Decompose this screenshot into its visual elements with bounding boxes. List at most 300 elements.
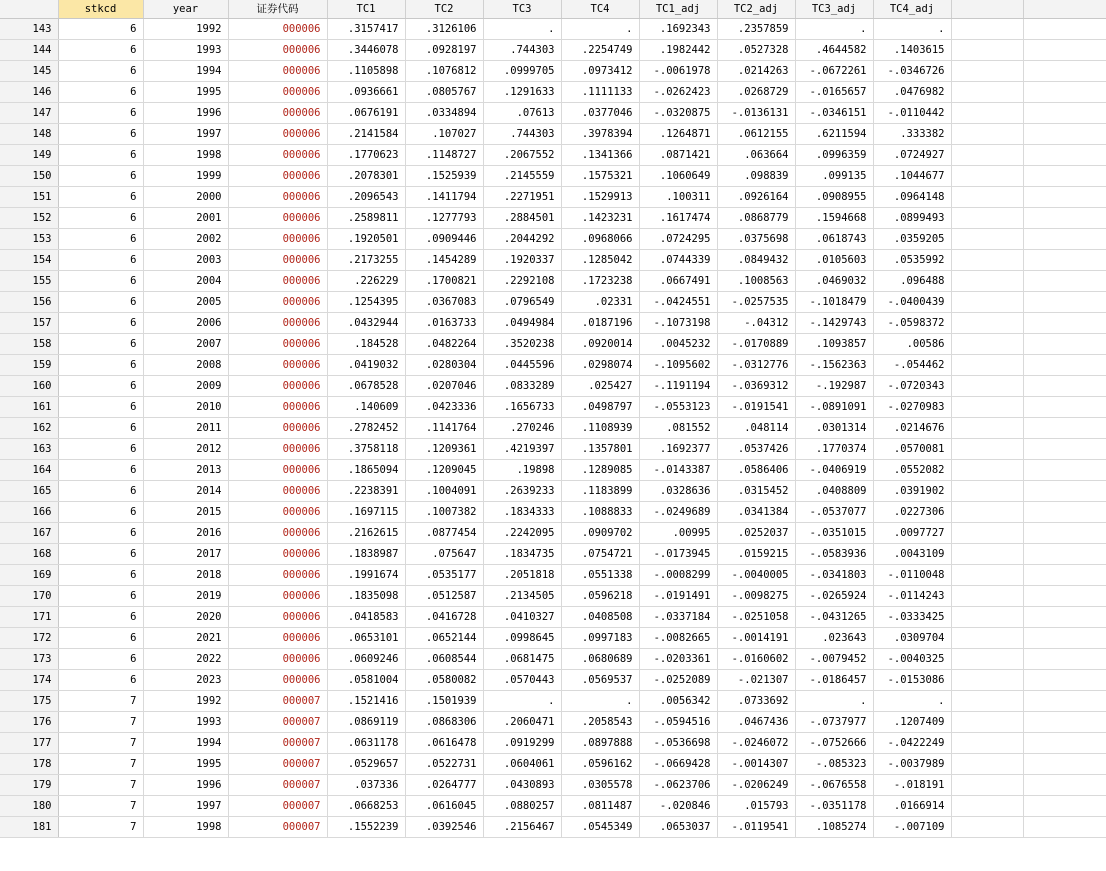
cell-tc4-adj[interactable]: -.0400439 [873,291,951,312]
cell-tc2-adj[interactable]: -.0206249 [717,774,795,795]
column-header-tc1-adj[interactable]: TC1_adj [639,0,717,18]
cell-tc1-adj[interactable]: .0653037 [639,816,717,837]
row-number[interactable]: 169 [0,564,58,585]
cell-tc1-adj[interactable]: .081552 [639,417,717,438]
cell-tc1[interactable]: .0676191 [327,102,405,123]
cell-tc1-adj[interactable]: -.1073198 [639,312,717,333]
cell-tc4[interactable]: .1341366 [561,144,639,165]
cell-tc1-adj[interactable]: -.0143387 [639,459,717,480]
cell-stkcd[interactable]: 6 [58,165,143,186]
cell-security-code[interactable]: 000007 [228,795,327,816]
cell-tc3[interactable]: .2051818 [483,564,561,585]
cell-tc3[interactable]: .2292108 [483,270,561,291]
cell-tc3-adj[interactable]: -.0186457 [795,669,873,690]
cell-tc4[interactable]: .0909702 [561,522,639,543]
row-number[interactable]: 164 [0,459,58,480]
cell-security-code[interactable]: 000006 [228,438,327,459]
cell-tc3-adj[interactable]: .0908955 [795,186,873,207]
cell-security-code[interactable]: 000006 [228,648,327,669]
cell-tc1-adj[interactable]: -.0424551 [639,291,717,312]
cell-tc3[interactable]: .744303 [483,123,561,144]
cell-tc3-adj[interactable]: .0996359 [795,144,873,165]
cell-tc2-adj[interactable]: -.0257535 [717,291,795,312]
cell-tc1-adj[interactable]: .1264871 [639,123,717,144]
cell-tc4[interactable]: .2254749 [561,39,639,60]
cell-tc3-adj[interactable]: .0408809 [795,480,873,501]
cell-tc2-adj[interactable]: .0341384 [717,501,795,522]
cell-tc1[interactable]: .3157417 [327,18,405,39]
cell-stkcd[interactable]: 6 [58,228,143,249]
cell-stkcd[interactable]: 6 [58,396,143,417]
cell-tc1[interactable]: .1865094 [327,459,405,480]
cell-tc2-adj[interactable]: .0586406 [717,459,795,480]
cell-tc1-adj[interactable]: -.0082665 [639,627,717,648]
cell-tc3[interactable]: .3520238 [483,333,561,354]
cell-stkcd[interactable]: 6 [58,39,143,60]
row-number[interactable]: 144 [0,39,58,60]
row-number[interactable]: 161 [0,396,58,417]
cell-tc2-adj[interactable]: .0159215 [717,543,795,564]
cell-tc1-adj[interactable]: -.1095602 [639,354,717,375]
cell-tc4[interactable]: .0408508 [561,606,639,627]
cell-tc3-adj[interactable]: -.0341803 [795,564,873,585]
cell-stkcd[interactable]: 6 [58,207,143,228]
cell-security-code[interactable]: 000006 [228,564,327,585]
cell-tc2[interactable]: .1411794 [405,186,483,207]
column-header-tc3-adj[interactable]: TC3_adj [795,0,873,18]
cell-security-code[interactable]: 000006 [228,144,327,165]
cell-tc3[interactable]: . [483,690,561,711]
cell-security-code[interactable]: 000006 [228,186,327,207]
cell-security-code[interactable]: 000006 [228,165,327,186]
cell-tc4[interactable]: .0968066 [561,228,639,249]
cell-tc1[interactable]: .1697115 [327,501,405,522]
cell-tc3-adj[interactable]: .1594668 [795,207,873,228]
column-header-tc2[interactable]: TC2 [405,0,483,18]
cell-tc3-adj[interactable]: .1085274 [795,816,873,837]
cell-year[interactable]: 2007 [143,333,228,354]
cell-tc3-adj[interactable]: -.0406919 [795,459,873,480]
cell-stkcd[interactable]: 6 [58,480,143,501]
cell-tc2[interactable]: .075647 [405,543,483,564]
cell-tc2-adj[interactable]: .0268729 [717,81,795,102]
cell-tc3[interactable]: .19898 [483,459,561,480]
row-number[interactable]: 160 [0,375,58,396]
cell-tc4[interactable]: .1289085 [561,459,639,480]
cell-tc2-adj[interactable]: .2357859 [717,18,795,39]
cell-tc4-adj[interactable]: .1403615 [873,39,951,60]
cell-year[interactable]: 2016 [143,522,228,543]
column-header-security-code[interactable]: 证券代码 [228,0,327,18]
cell-tc3-adj[interactable]: -.0583936 [795,543,873,564]
cell-tc2-adj[interactable]: -.04312 [717,312,795,333]
cell-tc4[interactable]: .1183899 [561,480,639,501]
cell-tc2-adj[interactable]: -.021307 [717,669,795,690]
cell-year[interactable]: 1995 [143,81,228,102]
cell-tc3-adj[interactable]: .023643 [795,627,873,648]
cell-tc1-adj[interactable]: .1617474 [639,207,717,228]
row-number[interactable]: 176 [0,711,58,732]
cell-stkcd[interactable]: 6 [58,564,143,585]
cell-tc4-adj[interactable]: .333382 [873,123,951,144]
cell-tc3[interactable]: .1834333 [483,501,561,522]
cell-tc2[interactable]: .1209361 [405,438,483,459]
cell-tc1-adj[interactable]: -.0262423 [639,81,717,102]
cell-security-code[interactable]: 000006 [228,333,327,354]
cell-tc2-adj[interactable]: -.0014191 [717,627,795,648]
cell-tc4-adj[interactable]: -.0270983 [873,396,951,417]
row-number[interactable]: 155 [0,270,58,291]
cell-tc3[interactable]: .2134505 [483,585,561,606]
cell-security-code[interactable]: 000006 [228,501,327,522]
cell-tc4-adj[interactable]: -.018191 [873,774,951,795]
cell-tc1-adj[interactable]: -.0337184 [639,606,717,627]
cell-tc1[interactable]: .0581004 [327,669,405,690]
cell-tc2[interactable]: .0522731 [405,753,483,774]
cell-tc1-adj[interactable]: -.020846 [639,795,717,816]
cell-security-code[interactable]: 000006 [228,291,327,312]
column-header-tc2-adj[interactable]: TC2_adj [717,0,795,18]
cell-tc2[interactable]: .1004091 [405,480,483,501]
cell-tc1[interactable]: .226229 [327,270,405,291]
cell-tc4-adj[interactable]: -.0110048 [873,564,951,585]
cell-tc4-adj[interactable]: -.0040325 [873,648,951,669]
row-number[interactable]: 173 [0,648,58,669]
cell-tc2-adj[interactable]: .098839 [717,165,795,186]
cell-stkcd[interactable]: 6 [58,354,143,375]
corner-cell[interactable] [0,0,58,18]
column-header-stkcd[interactable]: stkcd [58,0,143,18]
cell-tc2[interactable]: .1277793 [405,207,483,228]
cell-tc1[interactable]: .037336 [327,774,405,795]
cell-tc2[interactable]: .1209045 [405,459,483,480]
cell-tc2[interactable]: .1076812 [405,60,483,81]
column-header-tc1[interactable]: TC1 [327,0,405,18]
cell-tc4-adj[interactable]: .0391902 [873,480,951,501]
cell-tc2-adj[interactable]: .063664 [717,144,795,165]
column-header-tc4[interactable]: TC4 [561,0,639,18]
cell-year[interactable]: 2014 [143,480,228,501]
cell-tc3-adj[interactable]: -.0676558 [795,774,873,795]
cell-tc4-adj[interactable]: .0476982 [873,81,951,102]
row-number[interactable]: 170 [0,585,58,606]
cell-tc3-adj[interactable]: .0105603 [795,249,873,270]
cell-year[interactable]: 2017 [143,543,228,564]
cell-tc1-adj[interactable]: .0871421 [639,144,717,165]
cell-security-code[interactable]: 000006 [228,123,327,144]
cell-tc1[interactable]: .0631178 [327,732,405,753]
cell-tc3[interactable]: .0430893 [483,774,561,795]
cell-stkcd[interactable]: 6 [58,459,143,480]
cell-tc2[interactable]: .0868306 [405,711,483,732]
row-number[interactable]: 165 [0,480,58,501]
row-number[interactable]: 153 [0,228,58,249]
cell-stkcd[interactable]: 6 [58,249,143,270]
row-number[interactable]: 174 [0,669,58,690]
cell-stkcd[interactable]: 6 [58,438,143,459]
cell-tc4-adj[interactable]: .0043109 [873,543,951,564]
cell-tc2-adj[interactable]: .0733692 [717,690,795,711]
cell-tc3[interactable]: .1920337 [483,249,561,270]
cell-tc1-adj[interactable]: .0667491 [639,270,717,291]
cell-tc3[interactable]: .0494984 [483,312,561,333]
cell-tc4[interactable]: . [561,690,639,711]
cell-tc2[interactable]: .0367083 [405,291,483,312]
row-number[interactable]: 157 [0,312,58,333]
cell-tc2[interactable]: .1454289 [405,249,483,270]
cell-tc4[interactable]: .0498797 [561,396,639,417]
cell-tc1[interactable]: .1770623 [327,144,405,165]
cell-tc3[interactable]: .2639233 [483,480,561,501]
cell-tc4-adj[interactable]: .0899493 [873,207,951,228]
cell-tc3[interactable]: .2271951 [483,186,561,207]
cell-tc1[interactable]: .0936661 [327,81,405,102]
cell-tc2-adj[interactable]: .015793 [717,795,795,816]
cell-tc3[interactable]: .744303 [483,39,561,60]
cell-tc3[interactable]: .1656733 [483,396,561,417]
cell-tc2-adj[interactable]: .1008563 [717,270,795,291]
row-number[interactable]: 148 [0,123,58,144]
cell-stkcd[interactable]: 6 [58,333,143,354]
cell-year[interactable]: 2000 [143,186,228,207]
row-number[interactable]: 145 [0,60,58,81]
cell-stkcd[interactable]: 6 [58,501,143,522]
cell-stkcd[interactable]: 6 [58,648,143,669]
cell-security-code[interactable]: 000006 [228,396,327,417]
cell-year[interactable]: 1994 [143,732,228,753]
cell-tc4[interactable]: .1088833 [561,501,639,522]
cell-tc3[interactable]: . [483,18,561,39]
cell-tc4-adj[interactable]: .1044677 [873,165,951,186]
row-number[interactable]: 162 [0,417,58,438]
cell-tc3[interactable]: .2067552 [483,144,561,165]
cell-tc1-adj[interactable]: .0724295 [639,228,717,249]
cell-tc3[interactable]: .0570443 [483,669,561,690]
cell-year[interactable]: 2004 [143,270,228,291]
cell-tc3-adj[interactable]: -.0672261 [795,60,873,81]
cell-tc2-adj[interactable]: -.0191541 [717,396,795,417]
cell-year[interactable]: 2023 [143,669,228,690]
cell-year[interactable]: 2005 [143,291,228,312]
cell-tc2[interactable]: .1525939 [405,165,483,186]
cell-tc4-adj[interactable]: .1207409 [873,711,951,732]
cell-year[interactable]: 2002 [143,228,228,249]
cell-stkcd[interactable]: 6 [58,585,143,606]
cell-year[interactable]: 1999 [143,165,228,186]
row-number[interactable]: 149 [0,144,58,165]
cell-tc2[interactable]: .1007382 [405,501,483,522]
cell-tc4-adj[interactable]: .0570081 [873,438,951,459]
cell-year[interactable]: 1998 [143,144,228,165]
cell-tc4[interactable]: .1285042 [561,249,639,270]
cell-tc3-adj[interactable]: -.1429743 [795,312,873,333]
cell-tc4[interactable]: . [561,18,639,39]
cell-tc4-adj[interactable]: .0214676 [873,417,951,438]
cell-tc4-adj[interactable]: .0964148 [873,186,951,207]
cell-year[interactable]: 2003 [143,249,228,270]
cell-tc2[interactable]: .0392546 [405,816,483,837]
column-header-tc4-adj[interactable]: TC4_adj [873,0,951,18]
row-number[interactable]: 166 [0,501,58,522]
cell-tc2-adj[interactable]: -.0014307 [717,753,795,774]
row-number[interactable]: 154 [0,249,58,270]
cell-tc4[interactable]: .1357801 [561,438,639,459]
cell-tc2[interactable]: .0535177 [405,564,483,585]
cell-tc2-adj[interactable]: .0214263 [717,60,795,81]
cell-tc1[interactable]: .0419032 [327,354,405,375]
cell-tc2[interactable]: .3126106 [405,18,483,39]
cell-tc4[interactable]: .0897888 [561,732,639,753]
cell-year[interactable]: 2006 [143,312,228,333]
cell-security-code[interactable]: 000006 [228,669,327,690]
cell-tc3-adj[interactable]: .1093857 [795,333,873,354]
cell-tc2-adj[interactable]: -.0312776 [717,354,795,375]
row-number[interactable]: 150 [0,165,58,186]
cell-tc3-adj[interactable]: -.0165657 [795,81,873,102]
cell-tc2[interactable]: .0928197 [405,39,483,60]
cell-stkcd[interactable]: 7 [58,795,143,816]
cell-tc2-adj[interactable]: .0252037 [717,522,795,543]
cell-tc2[interactable]: .0264777 [405,774,483,795]
cell-tc1-adj[interactable]: -.0623706 [639,774,717,795]
cell-tc1[interactable]: .2096543 [327,186,405,207]
row-number[interactable]: 146 [0,81,58,102]
cell-tc2-adj[interactable]: -.0119541 [717,816,795,837]
cell-tc2-adj[interactable]: .0375698 [717,228,795,249]
cell-year[interactable]: 1993 [143,711,228,732]
cell-tc3[interactable]: .2060471 [483,711,561,732]
cell-year[interactable]: 2020 [143,606,228,627]
cell-tc3-adj[interactable]: . [795,690,873,711]
cell-security-code[interactable]: 000006 [228,207,327,228]
row-number[interactable]: 171 [0,606,58,627]
row-number[interactable]: 178 [0,753,58,774]
cell-tc2-adj[interactable]: -.0098275 [717,585,795,606]
column-header-tc3[interactable]: TC3 [483,0,561,18]
cell-tc2[interactable]: .0512587 [405,585,483,606]
cell-tc4[interactable]: .1529913 [561,186,639,207]
cell-stkcd[interactable]: 6 [58,669,143,690]
row-number[interactable]: 158 [0,333,58,354]
cell-tc1[interactable]: .2589811 [327,207,405,228]
cell-tc4-adj[interactable]: .0724927 [873,144,951,165]
cell-tc4-adj[interactable]: -.0333425 [873,606,951,627]
row-number[interactable]: 163 [0,438,58,459]
cell-tc4[interactable]: .0551338 [561,564,639,585]
cell-tc1[interactable]: .2078301 [327,165,405,186]
cell-tc2-adj[interactable]: -.0251058 [717,606,795,627]
cell-tc3-adj[interactable]: -.0346151 [795,102,873,123]
cell-tc3[interactable]: .2884501 [483,207,561,228]
cell-tc2[interactable]: .0280304 [405,354,483,375]
row-number[interactable]: 151 [0,186,58,207]
cell-tc1-adj[interactable]: .1692343 [639,18,717,39]
cell-tc1[interactable]: .184528 [327,333,405,354]
cell-tc3-adj[interactable]: -.085323 [795,753,873,774]
cell-tc3-adj[interactable]: .0301314 [795,417,873,438]
row-number[interactable]: 147 [0,102,58,123]
row-number[interactable]: 159 [0,354,58,375]
cell-tc2[interactable]: .0805767 [405,81,483,102]
cell-tc4[interactable]: .1108939 [561,417,639,438]
cell-tc4[interactable]: .0377046 [561,102,639,123]
cell-year[interactable]: 2010 [143,396,228,417]
cell-tc4-adj[interactable]: .00586 [873,333,951,354]
cell-year[interactable]: 1998 [143,816,228,837]
cell-tc3[interactable]: .1834735 [483,543,561,564]
cell-tc4-adj[interactable]: -.0346726 [873,60,951,81]
cell-security-code[interactable]: 000007 [228,753,327,774]
cell-year[interactable]: 2011 [143,417,228,438]
cell-tc4-adj[interactable]: -.0153086 [873,669,951,690]
cell-tc3[interactable]: .0681475 [483,648,561,669]
cell-tc4-adj[interactable]: -.0422249 [873,732,951,753]
cell-tc4[interactable]: .0811487 [561,795,639,816]
cell-tc3[interactable]: .1291633 [483,81,561,102]
cell-tc4[interactable]: .0997183 [561,627,639,648]
cell-tc4-adj[interactable]: -.0720343 [873,375,951,396]
cell-tc1[interactable]: .0653101 [327,627,405,648]
cell-stkcd[interactable]: 6 [58,606,143,627]
cell-tc1-adj[interactable]: .100311 [639,186,717,207]
cell-tc2[interactable]: .0608544 [405,648,483,669]
cell-security-code[interactable]: 000006 [228,39,327,60]
cell-tc2[interactable]: .0334894 [405,102,483,123]
cell-tc1[interactable]: .2782452 [327,417,405,438]
cell-tc2-adj[interactable]: .0467436 [717,711,795,732]
cell-security-code[interactable]: 000007 [228,816,327,837]
cell-tc4[interactable]: .0298074 [561,354,639,375]
cell-tc2-adj[interactable]: -.0160602 [717,648,795,669]
cell-stkcd[interactable]: 6 [58,102,143,123]
row-number[interactable]: 156 [0,291,58,312]
cell-tc1[interactable]: .1835098 [327,585,405,606]
cell-tc3-adj[interactable]: . [795,18,873,39]
cell-tc2-adj[interactable]: .0868779 [717,207,795,228]
cell-stkcd[interactable]: 7 [58,816,143,837]
row-number[interactable]: 177 [0,732,58,753]
cell-tc3-adj[interactable]: .0469032 [795,270,873,291]
cell-tc2-adj[interactable]: .0527328 [717,39,795,60]
column-header-year[interactable]: year [143,0,228,18]
cell-tc3-adj[interactable]: -.0752666 [795,732,873,753]
cell-tc2-adj[interactable]: -.0170889 [717,333,795,354]
cell-tc2[interactable]: .0580082 [405,669,483,690]
cell-tc3[interactable]: .4219397 [483,438,561,459]
cell-stkcd[interactable]: 7 [58,774,143,795]
cell-tc2-adj[interactable]: -.0040005 [717,564,795,585]
cell-tc2[interactable]: .0909446 [405,228,483,249]
cell-stkcd[interactable]: 6 [58,627,143,648]
cell-tc4-adj[interactable]: . [873,18,951,39]
cell-year[interactable]: 1996 [143,774,228,795]
cell-year[interactable]: 1992 [143,18,228,39]
cell-tc1[interactable]: .0668253 [327,795,405,816]
cell-year[interactable]: 1997 [143,123,228,144]
cell-tc1-adj[interactable]: .0045232 [639,333,717,354]
cell-tc3-adj[interactable]: .1770374 [795,438,873,459]
cell-tc2[interactable]: .0163733 [405,312,483,333]
cell-tc4[interactable]: .2058543 [561,711,639,732]
cell-tc1-adj[interactable]: -.0553123 [639,396,717,417]
cell-tc1-adj[interactable]: -.0669428 [639,753,717,774]
cell-tc1[interactable]: .1521416 [327,690,405,711]
cell-year[interactable]: 2015 [143,501,228,522]
cell-tc2[interactable]: .0616478 [405,732,483,753]
cell-tc1[interactable]: .1254395 [327,291,405,312]
cell-tc1-adj[interactable]: -.0173945 [639,543,717,564]
cell-tc1[interactable]: .0869119 [327,711,405,732]
